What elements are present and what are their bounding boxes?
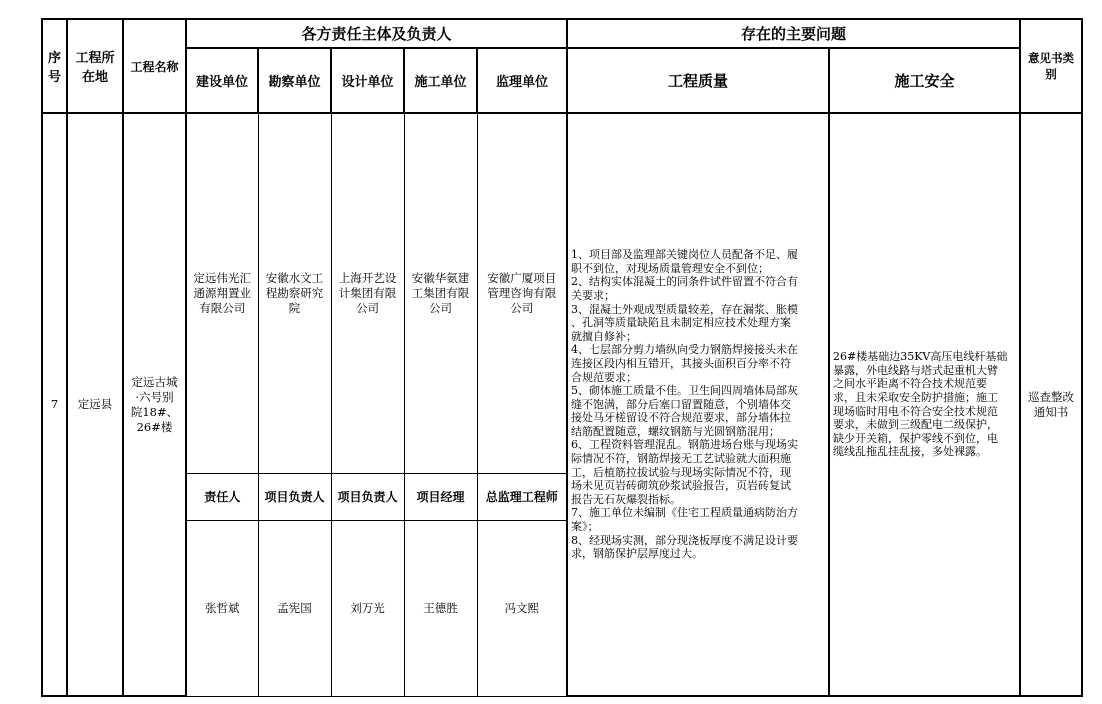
text-line: 4、七层部分剪力墙纵向受力钢筋焊接接头未在 bbox=[571, 343, 798, 357]
text-line: 缆线乱拖乱挂乱接，多处裸露。 bbox=[833, 445, 987, 459]
header-group-entities: 各方责任主体及负责人 bbox=[186, 19, 567, 48]
text-line: 计集团有限 bbox=[338, 285, 397, 300]
header-supervision-unit: 监理单位 bbox=[477, 48, 567, 113]
row-location: 定远县 bbox=[67, 113, 123, 696]
text-line: 3、混凝土外观成型质量较差，存在漏浆、胀模 bbox=[571, 302, 798, 316]
text-line: 连接区段内相互错开，其接头面积百分率不符 bbox=[571, 356, 791, 370]
text-line: 之间水平距离不符合技术规范要 bbox=[833, 377, 987, 391]
text-line: 管理咨询有限 bbox=[487, 285, 557, 300]
text-line: 1、项目部及监理部关键岗位人员配备不足、履 bbox=[571, 248, 798, 262]
opinion-type bbox=[1020, 113, 1082, 696]
label-project-lead-design: 项目负责人 bbox=[331, 473, 404, 520]
text-line: 暴露，外电线路与塔式起重机大臂 bbox=[833, 363, 998, 377]
text-line: 安徽水文工 bbox=[265, 270, 324, 285]
text-line: 定远伟光汇 bbox=[193, 270, 251, 285]
header-design-unit: 设计单位 bbox=[331, 48, 404, 113]
text-line: 程勘察研究 bbox=[265, 285, 324, 300]
person-builder: 王德胜 bbox=[404, 520, 477, 696]
text-line: 安徽华氨建 bbox=[411, 270, 470, 285]
text-line: 2、结构实体混凝土的同条件试件留置不符合有 bbox=[571, 275, 798, 289]
text-line: 要求，未做到三级配电二级保护， bbox=[833, 418, 998, 432]
text-line: 5、砌体施工质量不佳。卫生间四周墙体局部灰 bbox=[571, 384, 798, 398]
text-line: 6、工程资料管理混乱。钢筋进场台账与现场实 bbox=[571, 438, 798, 452]
survey-unit-name bbox=[258, 113, 331, 473]
text-line: 案》； bbox=[571, 520, 599, 534]
text-line: 工集团有限 bbox=[411, 285, 470, 300]
label-project-manager: 项目经理 bbox=[404, 473, 477, 520]
text-line: 院 bbox=[288, 300, 301, 315]
text-line: 、孔洞等质量缺陷且未制定相应技术处理方案 bbox=[571, 316, 791, 330]
text-line: 报告无石灰爆裂指标。 bbox=[571, 492, 681, 506]
person-survey: 孟宪国 bbox=[258, 520, 331, 696]
text-line: 关要求； bbox=[571, 288, 615, 302]
label-chief-supervisor: 总监理工程师 bbox=[477, 473, 567, 520]
person-supervision: 冯文熙 bbox=[477, 520, 567, 696]
label-responsible-person: 责任人 bbox=[186, 473, 258, 520]
text-line: 安徽广厦项目 bbox=[487, 270, 557, 285]
text-line: 公司 bbox=[356, 300, 379, 315]
header-survey-unit: 勘察单位 bbox=[258, 48, 331, 113]
text-line: 公司 bbox=[510, 300, 534, 315]
row-project-name bbox=[123, 113, 186, 696]
text-line: 缺少开关箱，保护零线不到位，电 bbox=[833, 431, 998, 445]
header-quality: 工程质量 bbox=[567, 48, 829, 113]
safety-issues bbox=[829, 113, 1020, 696]
text-line: 巡查整改 bbox=[1028, 389, 1075, 404]
text-line: 现场临时用电不符合安全技术规范 bbox=[833, 404, 998, 418]
builder-unit-name bbox=[404, 113, 477, 473]
text-line: 26#楼基础边35KV高压电线杆基础 bbox=[833, 350, 1008, 364]
header-location: 工程所在地 bbox=[67, 19, 123, 113]
text-line: 接处马牙槎留设不符合规范要求，部分墙体拉 bbox=[571, 411, 791, 425]
text-line: 上海开艺设 bbox=[338, 270, 397, 285]
text-line: 定远古城 bbox=[131, 374, 178, 389]
label-project-lead-survey: 项目负责人 bbox=[258, 473, 331, 520]
text-line: 合规范要求； bbox=[571, 370, 637, 384]
text-line: 缝不饱满，部分后塞口留置随意，个别墙体交 bbox=[571, 397, 791, 411]
text-line: ·六号别 bbox=[135, 389, 174, 404]
text-line: 结筋配置随意，螺纹钢筋与光圆钢筋混用； bbox=[571, 424, 780, 438]
text-line: 求，且未采取安全防护措施；施工 bbox=[833, 390, 998, 404]
text-line: 有限公司 bbox=[199, 300, 246, 315]
person-construction: 张哲斌 bbox=[186, 520, 258, 696]
quality-issues bbox=[567, 113, 829, 696]
person-design: 刘万光 bbox=[331, 520, 404, 696]
text-line: 公司 bbox=[429, 300, 452, 315]
supervision-unit-name bbox=[477, 113, 567, 473]
text-line: 场未见页岩砖砌筑砂浆试验报告，页岩砖复试 bbox=[571, 479, 791, 493]
text-line: 8、经现场实测，部分现浇板厚度不满足设计要 bbox=[571, 533, 798, 547]
inspection-table bbox=[41, 18, 1083, 697]
header-construction-unit: 建设单位 bbox=[186, 48, 258, 113]
row-seq: 7 bbox=[42, 113, 67, 696]
text-line: 职不到位，对现场质量管理安全不到位； bbox=[571, 261, 769, 275]
text-line: 7、施工单位未编制《住宅工程质量通病防治方 bbox=[571, 506, 798, 520]
header-builder-unit: 施工单位 bbox=[404, 48, 477, 113]
construction-unit-name bbox=[186, 113, 258, 473]
header-group-problems: 存在的主要问题 bbox=[567, 19, 1020, 48]
text-line: 际情况不符，钢筋焊接无工艺试验就大面积施 bbox=[571, 452, 791, 466]
text-line: 工，后植筋拉拔试验与现场实际情况不符，现 bbox=[571, 465, 791, 479]
header-project-name: 工程名称 bbox=[123, 19, 186, 113]
text-line: 求，钢筋保护层厚度过大。 bbox=[571, 547, 703, 561]
header-seq: 序号 bbox=[42, 19, 67, 113]
text-line: 通知书 bbox=[1033, 404, 1069, 419]
header-safety: 施工安全 bbox=[829, 48, 1020, 113]
design-unit-name bbox=[331, 113, 404, 473]
text-line: 就擅自修补； bbox=[571, 329, 637, 343]
text-line: 26#楼 bbox=[136, 419, 173, 434]
text-line: 通源翔置业 bbox=[193, 285, 251, 300]
text-line: 院18#、 bbox=[130, 404, 179, 419]
header-opinion-type: 意见书类别 bbox=[1020, 19, 1082, 113]
